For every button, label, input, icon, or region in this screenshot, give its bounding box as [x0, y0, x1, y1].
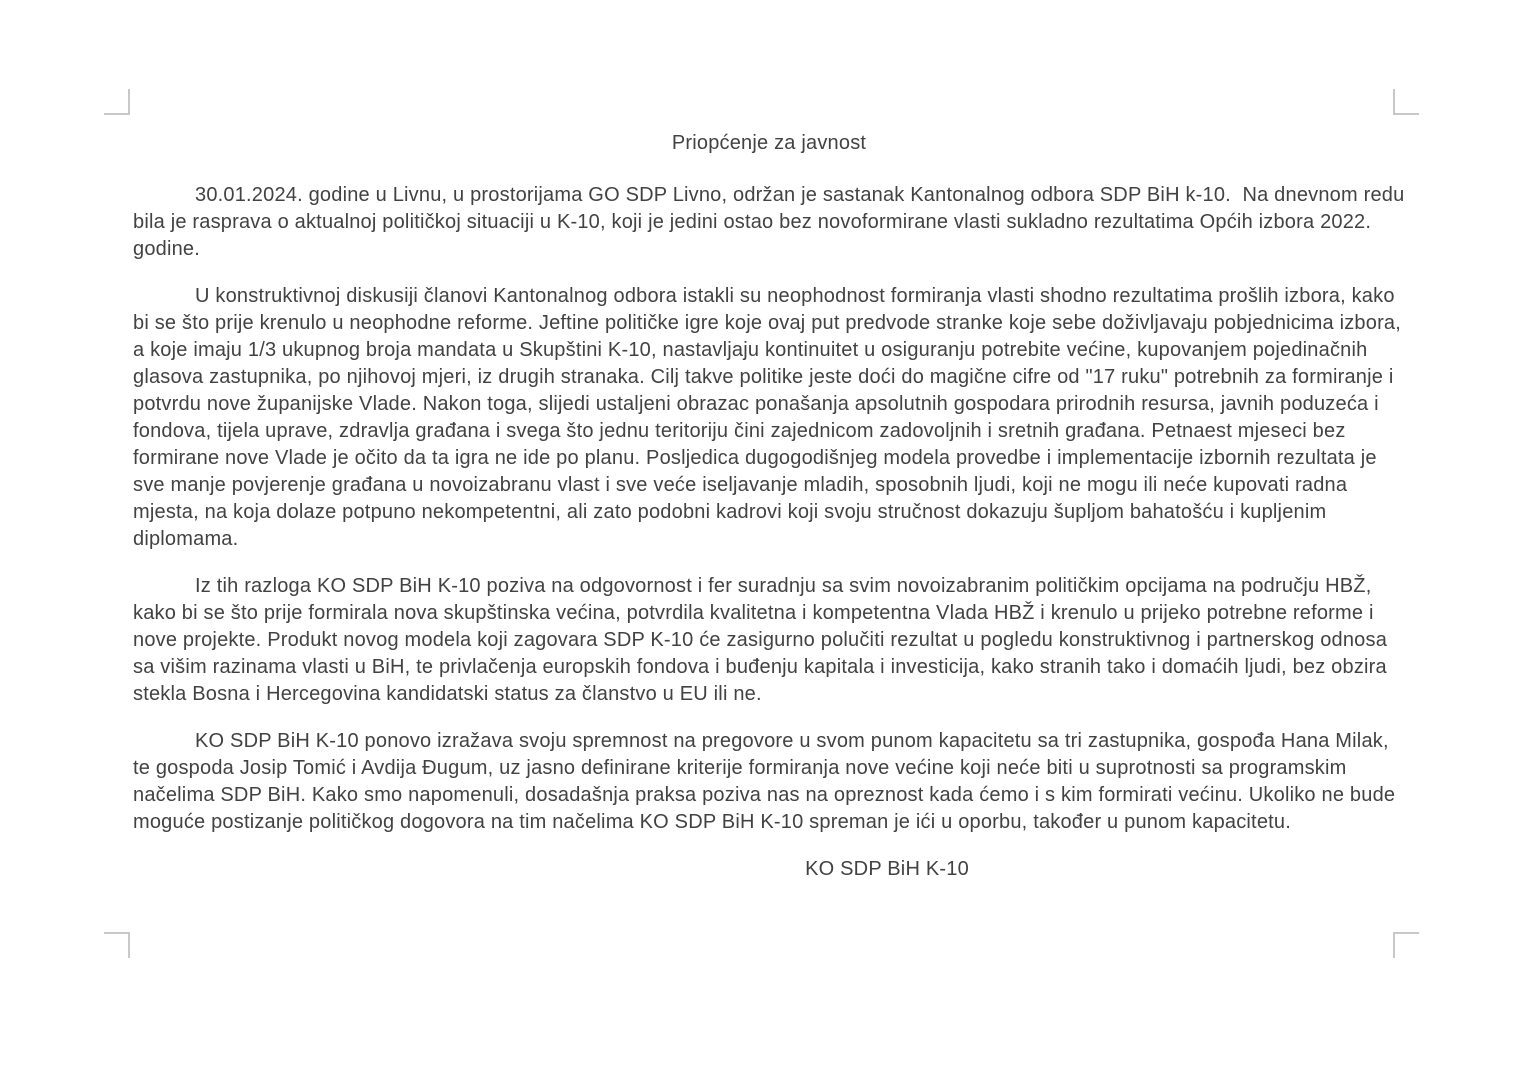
document-content — [133, 130, 1411, 883]
crop-mark-top-left-icon — [104, 89, 130, 115]
paragraph-call-to-responsibility: Iz tih razloga KO SDP BiH K-10 poziva na odgovornost i fer suradnju sa svim novoizabranim političkim opcijama na području HBŽ, kako bi se što prije formirala nova skupštinska većina, potvrdila kvalitetna i kompetentna Vlada HBŽ i krenulo u prijeko potrebne reforme i nove projekte. Produkt novog modela koji zagovara SDP K-10 će zasigurno polučiti rezultat u pogledu konstruktivnog i partnerskog odnosa sa višim razinama vlasti u BiH, te privlačenja europskih fondova i buđenju kapitala i investicija, kako stranih tako i domaćih ljudi, bez obzira stekla Bosna i Hercegovina kandidatski status za članstvo u EU ili ne. — [133, 575, 1393, 705]
paragraph-readiness: KO SDP BiH K-10 ponovo izražava svoju spremnost na pregovore u svom punom kapacitetu sa tri zastupnika, gospođa Hana Milak, te gospoda Josip Tomić i Avdija Đugum, uz jasno definirane kriterije formiranja nove većine koji neće biti u suprotnosti sa programskim načelima SDP BiH. Kako smo napomenuli, dosadašnja praksa poziva nas na opreznost kada ćemo i s kim formirati većinu. Ukoliko ne bude moguće postizanje političkog dogovora na tim načelima KO SDP BiH K-10 spreman je ići u oporbu, također u punom kapacitetu. — [133, 730, 1401, 833]
paragraph-intro: 30.01.2024. godine u Livnu, u prostorijama GO SDP Livno, održan je sastanak Kantonalnog odbora SDP BiH k-10. Na dnevnom redu bila je rasprava o aktualnoj političkoj situaciji u K-10, koji je jedini ostao bez novoformirane vlasti sukladno rezultatima Općih izbora 2022. godine. — [133, 184, 1411, 260]
signature: KO SDP BiH K-10 — [805, 858, 969, 880]
crop-mark-bottom-right-icon — [1393, 932, 1419, 958]
document-title: Priopćenje za javnost — [671, 132, 867, 154]
crop-mark-top-right-icon — [1393, 89, 1419, 115]
crop-mark-bottom-left-icon — [104, 932, 130, 958]
paragraph-discussion: U konstruktivnoj diskusiji članovi Kantonalnog odbora istakli su neophodnost formiranja vlasti shodno rezultatima prošlih izbora, kako bi se što prije krenulo u neophodne reforme. Jeftine političke igre koje ovaj put predvode stranke koje sebe doživljavaju pobjednicima izbora, a koje imaju 1/3 ukupnog broja mandata u Skupštini K-10, nastavljaju kontinuitet u osiguranju potrebite većine, kupovanjem pojedinačnih glasova zastupnika, po njihovoj mjeri, iz drugih stranaka. Cilj takve politike jeste doći do magične cifre od "17 ruku" potrebnih za formiranje i potvrdu nove županijske Vlade. Nakon toga, slijedi ustaljeni obrazac ponašanja apsolutnih gospodara prirodnih resursa, javnih poduzeća i fondova, tijela uprave, zdravlja građana i svega što jednu teritoriju čini zajednicom zadovoljnih i sretnih građana. Petnaest mjeseci bez formirane nove Vlade je očito da ta igra ne ide po planu. Posljedica dugogodišnjeg modela provedbe i implementacije izbornih rezultata je sve manje povjerenje građana u novoizabranu vlast i sve veće iseljavanje mladih, sposobnih ljudi, koji ne mogu ili neće kupovati radna mjesta, na koja dolaze potpuno nekompetentni, ali zato podobni kadrovi koji svoju stručnost dokazuju šupljom bahatošću i kupljenim diplomama. — [133, 285, 1407, 550]
